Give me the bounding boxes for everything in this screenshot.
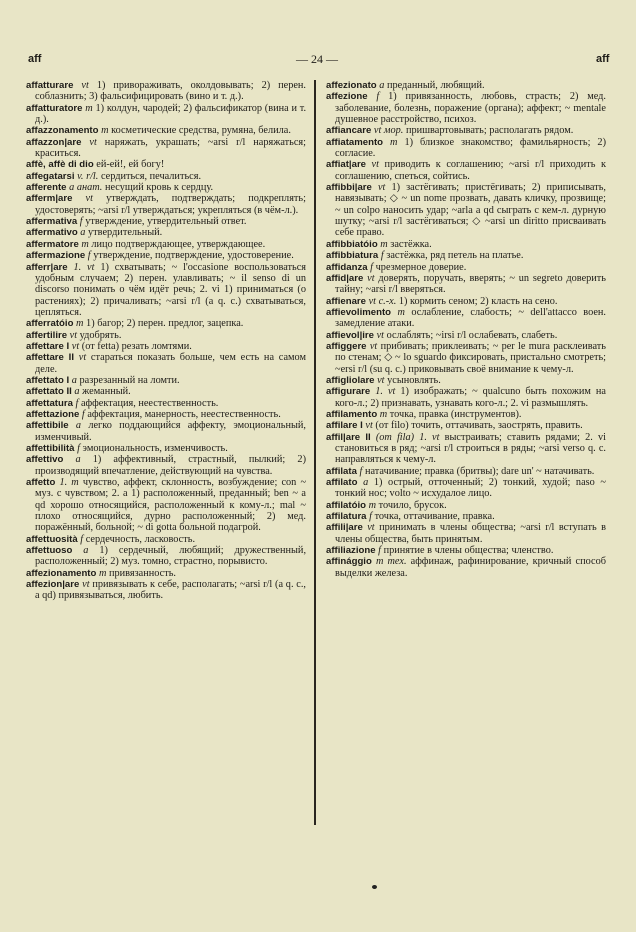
dictionary-entry bbox=[26, 454, 306, 477]
headword: affermazione bbox=[26, 250, 86, 262]
headword: affazzonamento bbox=[26, 125, 99, 137]
dictionary-entry bbox=[26, 137, 306, 160]
headword: afferratóio bbox=[26, 318, 74, 330]
definition: ей-ей!, ей богу! bbox=[96, 159, 165, 171]
headword: affezionamento bbox=[26, 567, 97, 579]
definition: пришвартовывать; располагать рядом. bbox=[405, 125, 574, 137]
definition: аффектация, неестественность. bbox=[80, 397, 219, 409]
dictionary-entry bbox=[326, 330, 606, 341]
definition: натачивание; правка (бритвы); dare un' ~ натачивать. bbox=[364, 465, 595, 477]
grammar-label: f bbox=[369, 511, 372, 523]
dictionary-entry bbox=[326, 273, 606, 296]
definition: 1) багор; 2) перен. предлог, зацепка. bbox=[86, 318, 244, 330]
dictionary-entry bbox=[326, 500, 606, 511]
dictionary-entry bbox=[326, 477, 606, 500]
headword: affidanza bbox=[326, 261, 368, 273]
grammar-label: m тех. bbox=[375, 556, 407, 568]
definition: жеманный. bbox=[82, 386, 131, 398]
grammar-label: vt bbox=[89, 136, 97, 148]
grammar-label: vt bbox=[69, 329, 78, 341]
definition: 1) схватывать; ~ l'occasione воспользоваться удобным случаем; 2) перен. улавливать; ~ il senso di un discorso понимать о чём идёт речь; 2. vi 1) приниматься (о растениях); 2) причаливать; ~arsi r/l (a q. c.) схватываться, цепляться. bbox=[35, 261, 307, 318]
definition: чрезмерное доверие. bbox=[375, 261, 467, 273]
grammar-label: a bbox=[363, 477, 369, 489]
headword: affilare I bbox=[326, 420, 363, 432]
headword: affè, affè di dio bbox=[26, 159, 94, 171]
definition: привязывать к себе, располагать; ~arsi r/l (a q. c., a qd) привязываться, любить. bbox=[35, 579, 307, 602]
headword: affigurare bbox=[326, 386, 371, 398]
definition: аффинаж, рафинирование, кричный способ выделки железа. bbox=[335, 556, 606, 579]
definition: косметические средства, румяна, белила. bbox=[111, 125, 291, 137]
dictionary-entry bbox=[326, 159, 606, 182]
definition: точка, правка (инструментов). bbox=[389, 408, 522, 420]
definition: (от fetta) резать ломтями. bbox=[81, 340, 192, 352]
grammar-label: vt bbox=[376, 329, 385, 341]
dictionary-entry bbox=[326, 432, 606, 466]
headword: affilato bbox=[326, 477, 358, 489]
definition: эмоциональность, изменчивость. bbox=[82, 443, 228, 454]
definition: 1) кормить сеном; 2) класть на сено. bbox=[398, 295, 558, 307]
headword: afferm|are bbox=[26, 193, 73, 205]
grammar-label: f bbox=[87, 250, 91, 262]
grammar-label: a bbox=[83, 545, 89, 557]
dictionary-entry bbox=[26, 182, 306, 193]
definition: чувство, аффект, склонность, возбуждение; con ~ муз. с чувством; 2. a 1) расположенный, преданный; ben ~ a qd хорошо относящийся, расположенный к кому-л.; mal ~ плохо относящийся, дурно расположенный; 2) мед. поражённый, больной; ~ di gotta больной подагрой. bbox=[35, 477, 307, 534]
definition: застёжка. bbox=[390, 238, 432, 250]
dictionary-entry bbox=[326, 307, 606, 330]
grammar-label: f bbox=[81, 408, 85, 420]
headword: affilatóio bbox=[326, 499, 366, 511]
dictionary-entry bbox=[326, 91, 606, 125]
dictionary-entry bbox=[326, 80, 606, 91]
dictionary-entry bbox=[26, 568, 306, 579]
headword: affilamento bbox=[326, 408, 378, 420]
definition: прибивать; приклеивать; ~ per le mura расклеивать по стенам; ◇ ~ lo sguardo фиксировать, пристально смотреть; ~ersi r/l (su q. c.) приковывать своё внимание к чему-л. bbox=[335, 340, 606, 375]
headword: affil|are II bbox=[326, 431, 371, 443]
guide-word-left: aff bbox=[28, 53, 42, 65]
dictionary-entry bbox=[26, 227, 306, 238]
dictionary-entry bbox=[326, 182, 606, 239]
definition: преданный, любящий. bbox=[386, 80, 485, 91]
definition: 1) аффективный, страстный, пылкий; 2) производящий впечатление, действующий на чувства. bbox=[35, 454, 306, 477]
grammar-label: a анат. bbox=[69, 182, 103, 194]
grammar-label: f bbox=[75, 397, 79, 409]
grammar-label: f bbox=[380, 250, 384, 262]
headword: affiancare bbox=[326, 125, 372, 137]
ink-speck bbox=[372, 885, 377, 889]
headword: affermativo bbox=[26, 227, 78, 239]
definition: аффектация, манерность, неестественность. bbox=[87, 408, 281, 420]
headword: affettato I bbox=[26, 374, 70, 386]
grammar-label: a bbox=[379, 80, 385, 91]
grammar-label: vt bbox=[367, 522, 375, 534]
dictionary-entry bbox=[326, 250, 606, 261]
definition: 1) изображать; ~ qualcuno быть похожим на кого-л.; 2) признавать, узнавать кого-л.; 2. vi размышлять. bbox=[335, 386, 606, 409]
grammar-label: vt bbox=[371, 159, 379, 171]
definition: точка, оттачивание, правка. bbox=[374, 511, 495, 523]
headword: affibbiatóio bbox=[326, 238, 378, 250]
dictionary-entry bbox=[26, 398, 306, 409]
dictionary-entry bbox=[26, 477, 306, 534]
grammar-label: m bbox=[81, 238, 89, 250]
definition: 1) сердечный, любящий; дружественный, расположенный; 2) муз. томно, страстно, порывисто. bbox=[35, 545, 307, 568]
headword: affertilire bbox=[26, 329, 68, 341]
headword: affettazione bbox=[26, 408, 80, 420]
dictionary-entry bbox=[326, 409, 606, 420]
dictionary-entry bbox=[26, 579, 306, 602]
definition: привязанность. bbox=[108, 567, 177, 579]
grammar-label: f bbox=[376, 91, 380, 103]
dictionary-entry bbox=[26, 262, 306, 319]
definition: 1) острый, отточенный; 2) тонкий, худой; naso ~ тонкий нос; volto ~ исхудалое лицо. bbox=[335, 477, 606, 500]
headword: affienare bbox=[326, 295, 366, 307]
definition: ослабление, слабость; ~ dell'attacco воен. замедление атаки. bbox=[335, 306, 607, 330]
grammar-label: vt bbox=[85, 193, 93, 205]
dictionary-entry bbox=[326, 522, 606, 545]
dictionary-entry bbox=[326, 341, 606, 375]
guide-word-right: aff bbox=[596, 53, 610, 65]
grammar-label: m bbox=[85, 102, 93, 114]
dictionary-entry bbox=[26, 80, 306, 103]
dictionary-entry bbox=[26, 216, 306, 227]
grammar-label: m bbox=[390, 136, 398, 148]
dictionary-entry bbox=[26, 545, 306, 568]
headword: affibbiatura bbox=[326, 250, 379, 262]
headword: affettuoso bbox=[26, 545, 73, 557]
definition: утверждение, подтверждение, удостоверение. bbox=[93, 250, 294, 262]
headword: affegatarsi bbox=[26, 170, 75, 182]
dictionary-entry bbox=[326, 511, 606, 522]
dictionary-entry bbox=[26, 443, 306, 454]
definition: лицо подтверждающее, утверждающее. bbox=[91, 238, 266, 250]
grammar-label: a bbox=[75, 454, 81, 466]
headword: affatturatore bbox=[26, 102, 83, 114]
grammar-label: a bbox=[75, 420, 82, 432]
headword: affezionato bbox=[326, 80, 377, 91]
grammar-label: vt bbox=[82, 579, 90, 591]
headword: affettibile bbox=[26, 420, 69, 432]
grammar-label: a bbox=[74, 386, 80, 398]
dictionary-entry bbox=[326, 386, 606, 409]
headword: affievol|ire bbox=[326, 329, 375, 341]
grammar-label: f bbox=[77, 443, 80, 454]
definition: 1) близкое знакомство; фамильярность; 2) согласие. bbox=[335, 136, 607, 160]
dictionary-entry bbox=[26, 330, 306, 341]
grammar-label: vt bbox=[71, 340, 80, 352]
headword: affiggere bbox=[326, 340, 367, 352]
definition: 1) привязанность, любовь, страсть; 2) мед. заболевание, болезнь, поражение (органа); аффект; ~ mentale душевное расстройство, психоз. bbox=[335, 91, 606, 126]
grammar-label: vt bbox=[78, 352, 87, 364]
grammar-label: f bbox=[80, 533, 84, 545]
headword: affezione bbox=[326, 91, 368, 103]
definition: выстраивать; ставить рядами; 2. vi становиться в ряд; ~arsi r/l строиться в ряды; ~arsi verso q. c. направляться к чему-л. bbox=[335, 431, 606, 466]
right-column bbox=[326, 80, 606, 579]
headword: afferente bbox=[26, 182, 67, 194]
dictionary-entry bbox=[26, 125, 306, 136]
definition: 1) колдун, чародей; 2) фальсификатор (вина и т. д.). bbox=[35, 102, 307, 126]
grammar-label: f bbox=[378, 545, 382, 557]
dictionary-entry bbox=[326, 137, 606, 160]
headword: afferr|are bbox=[26, 261, 68, 273]
headword: affili|are bbox=[326, 522, 363, 534]
dictionary-entry bbox=[26, 386, 306, 397]
definition: принятие в члены общества; членство. bbox=[383, 545, 554, 557]
grammar-label: vt с.-х. bbox=[368, 295, 397, 307]
dictionary-entry bbox=[326, 420, 606, 431]
headword: affettato II bbox=[26, 386, 72, 398]
dictionary-entry bbox=[326, 262, 606, 273]
definition: несущий кровь к сердцу. bbox=[104, 182, 214, 194]
grammar-label: v. r/l. bbox=[77, 170, 99, 182]
grammar-label: vt мор. bbox=[373, 125, 404, 137]
dictionary-entry bbox=[326, 545, 606, 556]
grammar-label: vt bbox=[369, 340, 378, 352]
headword: affiatamento bbox=[326, 136, 384, 148]
dictionary-entry bbox=[26, 171, 306, 182]
definition: наряжать, украшать; ~arsi r/l наряжаться; краситься. bbox=[35, 136, 306, 160]
headword: affid|are bbox=[326, 272, 364, 284]
definition: застёжка, ряд петель на платье. bbox=[386, 250, 524, 262]
grammar-label: 1. vt bbox=[375, 386, 396, 398]
column-divider bbox=[314, 80, 316, 825]
dictionary-entry bbox=[326, 125, 606, 136]
definition: сердечность, ласковость. bbox=[85, 533, 196, 545]
headword: affilatura bbox=[326, 511, 367, 523]
definition: (от filo) точить, оттачивать, заострять, править. bbox=[375, 420, 583, 432]
grammar-label: a bbox=[71, 374, 77, 386]
grammar-label: m bbox=[76, 318, 84, 330]
grammar-label: vt bbox=[81, 80, 89, 91]
grammar-label: (от fila) 1. vt bbox=[375, 431, 440, 443]
definition: 1) приворaживать, околдовывать; 2) перен. соблазнить; 3) фальсифицировать (вино и т. д.). bbox=[35, 80, 307, 103]
definition: принимать в члены общества; ~arsi r/l вступать в члены общества, быть принятым. bbox=[335, 522, 606, 545]
definition: усыновлять. bbox=[387, 374, 441, 386]
definition: удобрять. bbox=[79, 329, 122, 341]
headword: affettare I bbox=[26, 340, 70, 352]
dictionary-entry bbox=[326, 466, 606, 477]
headword: affezion|are bbox=[26, 579, 80, 591]
definition: ослаблять; ~irsi r/l ослабевать, слабеть. bbox=[386, 329, 558, 341]
grammar-label: m bbox=[379, 408, 388, 420]
definition: разрезанный на ломти. bbox=[79, 374, 180, 386]
definition: стараться показать больше, чем есть на самом деле. bbox=[35, 352, 306, 375]
grammar-label: m bbox=[397, 306, 405, 318]
dictionary-entry bbox=[26, 420, 306, 443]
grammar-label: 1. vt bbox=[73, 261, 95, 273]
page-number: — 24 — bbox=[296, 52, 338, 66]
dictionary-entry bbox=[26, 352, 306, 375]
dictionary-entry bbox=[26, 159, 306, 170]
dictionary-entry bbox=[326, 556, 606, 579]
dictionary-entry bbox=[26, 318, 306, 329]
headword: affigliolare bbox=[326, 374, 375, 386]
dictionary-entry bbox=[26, 534, 306, 545]
definition: 1) застёгивать; пристёгивать; 2) приписывать, навязывать; ◇ ~ un nome прозвать, давать кличку, прозвище; ~ un colpo наносить удар; ~arla a qd сыграть с кем-л. дурную шутку; ~arsi r/l застёгиваться; ◇ ~arsi un diritto присваивать себе право. bbox=[335, 182, 607, 239]
definition: утвердительный. bbox=[88, 227, 163, 239]
grammar-label: vt bbox=[377, 374, 385, 386]
headword: affettare II bbox=[26, 352, 75, 364]
headword: affettivo bbox=[26, 454, 64, 466]
headword: affermativa bbox=[26, 216, 78, 228]
definition: сердиться, печалиться. bbox=[100, 170, 202, 182]
headword: affiat|are bbox=[326, 159, 367, 171]
headword: affermatore bbox=[26, 238, 79, 250]
dictionary-entry bbox=[26, 375, 306, 386]
grammar-label: a bbox=[80, 227, 86, 239]
definition: утверждать, подтверждать; подкреплять; удостоверять; ~arsi r/l утверждаться; укрепляться (в чём-л.). bbox=[35, 193, 306, 216]
grammar-label: m bbox=[380, 238, 388, 250]
headword: affibbi|are bbox=[326, 182, 372, 194]
dictionary-entry bbox=[26, 193, 306, 216]
headword: affettibilità bbox=[26, 443, 75, 454]
dictionary-entry bbox=[26, 239, 306, 250]
dictionary-entry bbox=[26, 341, 306, 352]
definition: точило, брусок. bbox=[378, 499, 447, 511]
dictionary-entry bbox=[26, 250, 306, 261]
headword: affetto bbox=[26, 477, 56, 489]
definition: доверять, поручать, вверять; ~ un segreto доверить тайну; ~arsi r/l вверяться. bbox=[335, 272, 606, 296]
grammar-label: f bbox=[370, 261, 374, 273]
grammar-label: f bbox=[359, 465, 363, 477]
grammar-label: vt bbox=[367, 272, 375, 284]
headword: affilata bbox=[326, 465, 357, 477]
grammar-label: vt bbox=[377, 182, 386, 194]
dictionary-entry bbox=[26, 409, 306, 420]
headword: affievolimento bbox=[326, 306, 392, 318]
dictionary-entry bbox=[326, 239, 606, 250]
headword: affettatura bbox=[26, 397, 73, 409]
grammar-label: m bbox=[98, 567, 107, 579]
grammar-label: vt bbox=[365, 420, 373, 432]
definition: утверждение, утвердительный ответ. bbox=[85, 216, 247, 228]
dictionary-entry bbox=[326, 375, 606, 386]
headword: affettuosità bbox=[26, 533, 78, 545]
grammar-label: m bbox=[368, 499, 376, 511]
dictionary-entry bbox=[26, 103, 306, 126]
grammar-label: m bbox=[101, 125, 109, 137]
headword: affazzon|are bbox=[26, 136, 82, 148]
definition: приводить к соглашению; ~arsi r/l приходить к соглашению, спеться, сойтись. bbox=[335, 159, 606, 182]
headword: affinággio bbox=[326, 556, 372, 568]
headword: affatturare bbox=[26, 80, 74, 91]
headword: affiliazione bbox=[326, 545, 376, 557]
dictionary-entry bbox=[326, 296, 606, 307]
left-column bbox=[26, 80, 306, 602]
definition: легко поддающийся аффекту, эмоциональный, изменчивый. bbox=[35, 420, 306, 443]
grammar-label: f bbox=[79, 216, 83, 228]
grammar-label: 1. m bbox=[59, 477, 79, 489]
